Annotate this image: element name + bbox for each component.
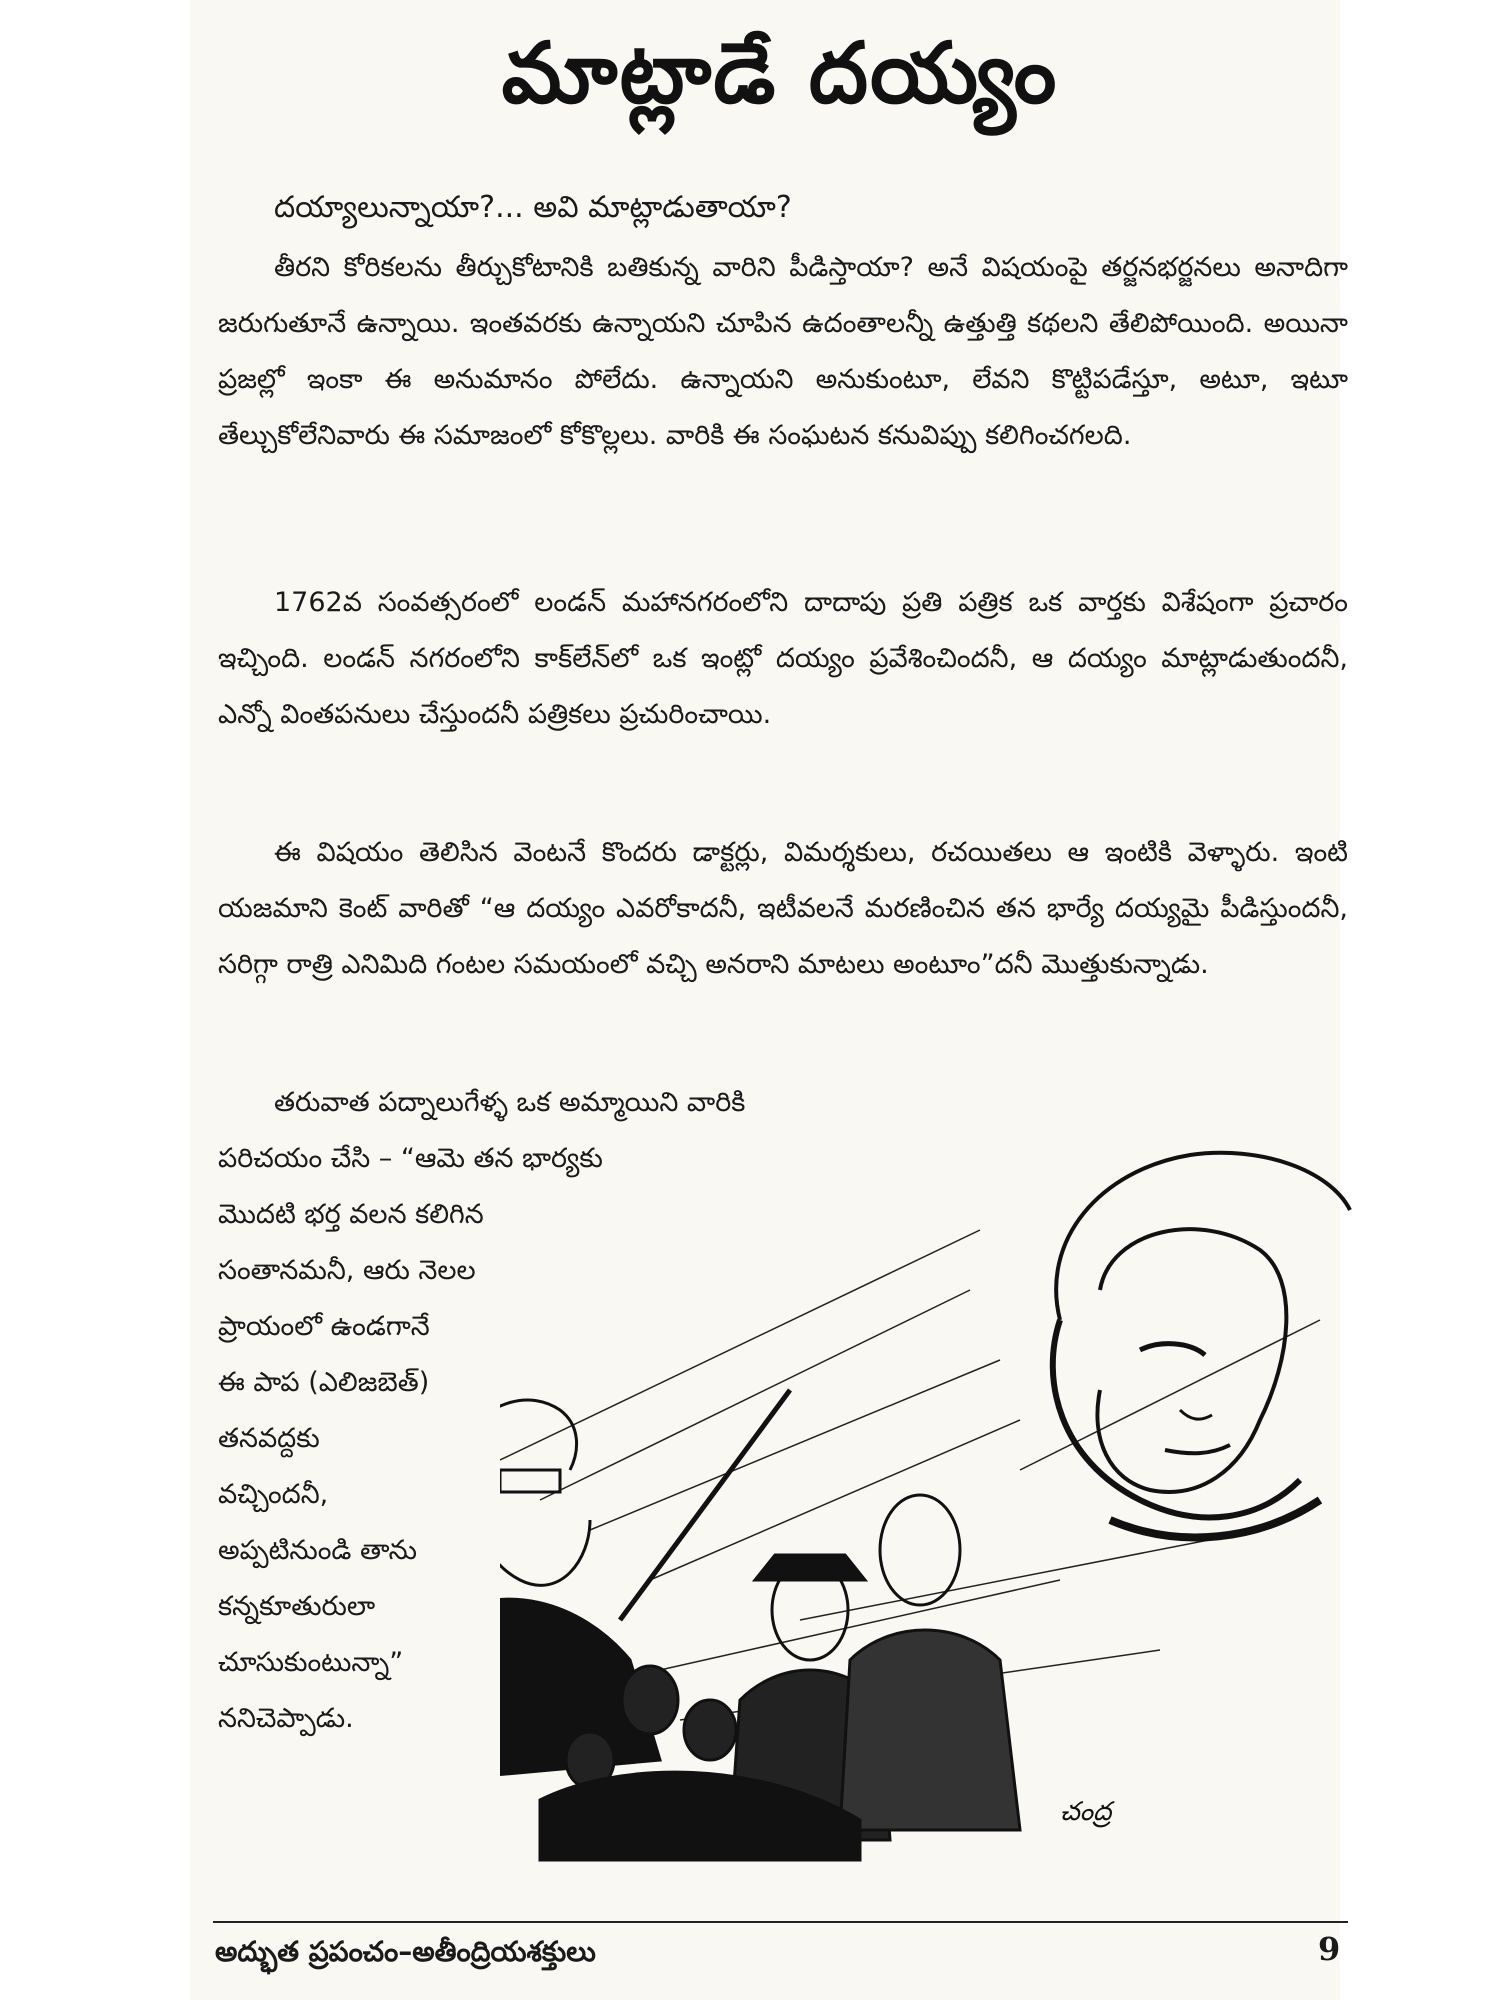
paragraph-text: 1762వ సంవత్సరంలో లండన్ మహానగరంలోని దాదాపు ప్రతి పత్రిక ఒక వార్తకు విశేషంగా ప్రచారం ఇచ్చింది. లండన్ నగరంలోని కాక్‌లేన్‌లో ఒక ఇంట్లో దయ్యం ప్రవేశించిందనీ, ఆ దయ్యం మాట్లాడుతుందనీ, ఎన్నో వింతపనులు చేస్తుందనీ పత్రికలు ప్రచురించాయి. xyxy=(218,587,1348,730)
paragraph-3 xyxy=(218,825,1348,993)
paragraph-line: కన్నకూతురులా xyxy=(218,1591,376,1622)
paragraph-line: వచ్చిందనీ, xyxy=(218,1479,329,1510)
page-number: 9 xyxy=(1318,1930,1341,1968)
paragraph-line: తనవద్దకు xyxy=(218,1423,320,1454)
paragraph-1 xyxy=(218,240,1348,464)
paragraph-line: మొదటి భర్త వలన కలిగిన xyxy=(218,1199,484,1230)
woman-face-icon xyxy=(1053,1153,1350,1538)
footer-book-title: అద్భుత ప్రపంచం–అతీంద్రియశక్తులు xyxy=(215,1935,596,1968)
paragraph-line: సంతానమనీ, ఆరు నెలల xyxy=(218,1255,476,1286)
artist-signature: చంద్ర xyxy=(1060,1797,1112,1827)
page-title: మాట్లాడే దయ్యం xyxy=(501,24,1059,122)
paragraph-line: పరిచయం చేసి – “ఆమె తన భార్యకు xyxy=(218,1143,603,1174)
paragraph-line: ననిచెప్పాడు. xyxy=(218,1703,354,1734)
paragraph-line: ప్రాయంలో ఉండగానే xyxy=(218,1311,430,1342)
paragraph-2 xyxy=(218,575,1348,743)
paragraph-text: ఈ విషయం తెలిసిన వెంటనే కొందరు డాక్టర్లు, విమర్శకులు, రచయితలు ఆ ఇంటికి వెళ్ళారు. ఇంటి యజమాని కెంట్ వారితో “ఆ దయ్యం ఎవరోకాదనీ, ఇటీవలనే మరణించిన తన భార్యే దయ్యమై పీడిస్తుందనీ, సరిగ్గా రాత్రి ఎనిమిది గంటల సమయంలో వచ్చి అనరాని మాటలు అంటూం”దనీ మొత్తుకున్నాడు. xyxy=(218,837,1348,980)
opening-question xyxy=(218,180,1348,236)
footer-divider xyxy=(213,1921,1348,1923)
paragraph-line: తరువాత పద్నాలుగేళ్ళ ఒక అమ్మాయిని వారికి xyxy=(274,1087,746,1118)
ink-drawing-illustration xyxy=(500,1060,1360,1910)
question-text: దయ్యాలున్నాయా?... అవి మాట్లాడుతాయా? xyxy=(274,190,792,225)
paragraph-line: ఈ పాప (ఎలిజబెత్) xyxy=(218,1367,430,1398)
paragraph-text: తీరని కోరికలను తీర్చుకోటానికి బతికున్న వారిని పీడిస్తాయా? అనే విషయంపై తర్జనభర్జనలు అనాదిగా జరుగుతూనే ఉన్నాయి. ఇంతవరకు ఉన్నాయని చూపిన ఉదంతాలన్నీ ఉత్తుత్తి కథలని తేలిపోయింది. అయినా ప్రజల్లో ఇంకా ఈ అనుమానం పోలేదు. ఉన్నాయని అనుకుంటూ, లేవని కొట్టిపడేస్తూ, అటూ, ఇటూ తేల్చుకోలేనివారు ఈ సమాజంలో కోకొల్లలు. వారికి ఈ సంఘటన కనువిప్పు కలిగించగలది. xyxy=(218,252,1348,451)
paragraph-line: చూసుకుంటున్నా” xyxy=(218,1647,404,1678)
paragraph-line: అప్పటినుండి తాను xyxy=(218,1535,417,1566)
